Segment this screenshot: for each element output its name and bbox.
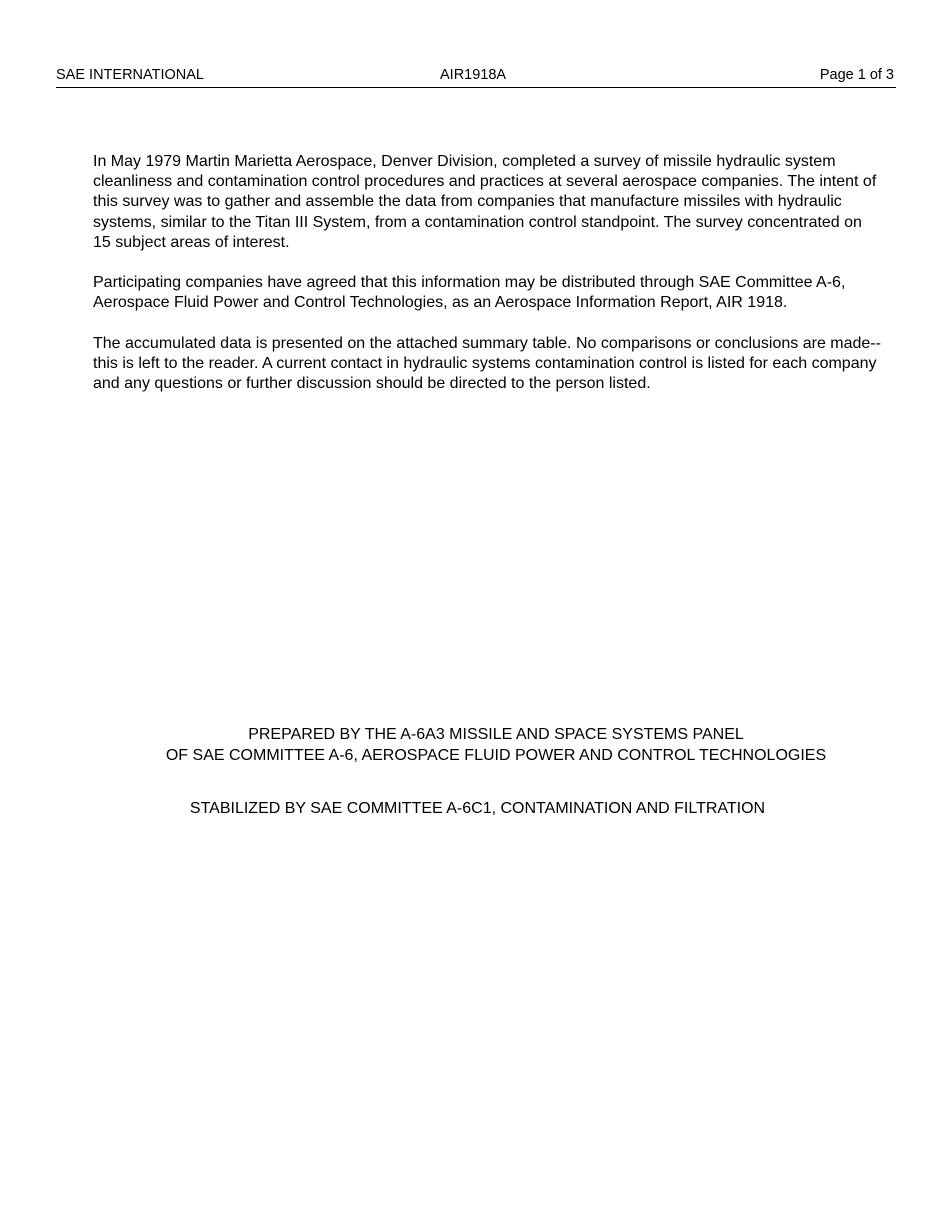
document-body	[93, 152, 883, 415]
header-document-number: AIR1918A	[440, 67, 507, 83]
body-paragraph-3: The accumulated data is presented on the attached summary table. No comparisons or conclusions are made--this is left to the reader. A current contact in hydraulic systems contamination control is listed for each company and any questions or further discussion should be directed to the person listed.	[93, 334, 881, 393]
page-header	[56, 67, 896, 88]
body-paragraph-1: In May 1979 Martin Marietta Aerospace, Denver Division, completed a survey of missile hydraulic system cleanliness and contamination control procedures and practices at several aerospace companies. The intent of this survey was to gather and assemble the data from companies that manufacture missiles with hydraulic systems, similar to the Titan III System, from a contamination control standpoint. The survey concentrated on 15 subject areas of interest.	[93, 153, 877, 251]
prepared-by-line-1: PREPARED BY THE A-6A3 MISSILE AND SPACE SYSTEMS PANEL	[248, 726, 744, 743]
prepared-by-line-2: OF SAE COMMITTEE A-6, AEROSPACE FLUID POWER AND CONTROL TECHNOLOGIES	[165, 746, 827, 764]
header-page-indicator: Page 1 of 3	[819, 67, 894, 83]
header-organization: SAE INTERNATIONAL	[56, 67, 204, 83]
prepared-by-statement	[56, 725, 936, 766]
stabilized-by-statement: STABILIZED BY SAE COMMITTEE A-6C1, CONTAMINATION AND FILTRATION	[189, 800, 766, 817]
body-paragraph-2: Participating companies have agreed that this information may be distributed through SAE Committee A-6, Aerospace Fluid Power and Control Technologies, as an Aerospace Information Report, AIR 1918.	[93, 274, 846, 312]
